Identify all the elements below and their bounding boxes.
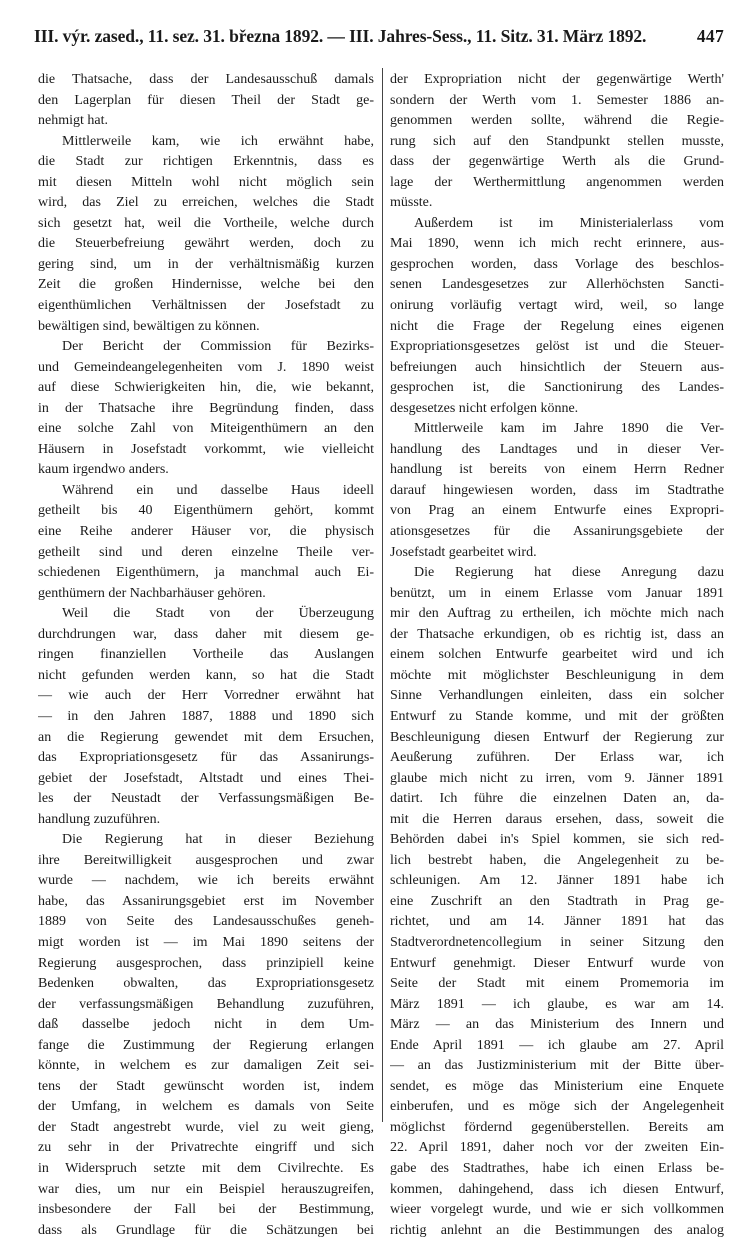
page-number: 447 bbox=[696, 26, 724, 46]
text-line: Entwurf zu Stande komme, und mit der größten bbox=[390, 708, 724, 724]
text-line: mit diesen Mitteln wohl nicht möglich sein bbox=[38, 174, 374, 190]
text-line: senen Landesgesetzes zur Allerhöchsten Sancti- bbox=[390, 277, 724, 293]
text-line: Ende April 1891 — ich glaube am 27. April bbox=[390, 1037, 724, 1053]
text-line: Zeit die großen Hindernisse, welche bei den bbox=[38, 277, 374, 293]
text-line: 22. April 1891, daher noch vor der zweiten Ein- bbox=[390, 1140, 724, 1156]
text-line: möchte mit möglichster Beschleunigung in dem bbox=[390, 667, 724, 683]
text-line: onirung vorläufig vertagt wird, weil, so lange bbox=[390, 298, 724, 314]
text-line: genommen werden sollte, während die Regie- bbox=[390, 113, 724, 129]
text-line: durchdrungen war, dass daher mit diesem ge- bbox=[38, 626, 374, 642]
text-line: Die Regierung hat in dieser Beziehung bbox=[62, 832, 374, 848]
text-line: einberufen, und es möge sich der Angelegenheit bbox=[390, 1099, 724, 1115]
text-line: — in den Jahren 1887, 1888 und 1890 sich bbox=[38, 708, 374, 724]
text-line: dass als Grundlage für die Schätzungen bei bbox=[38, 1222, 374, 1238]
text-line: ationsgesetzes für die Assanirungsgebiete der bbox=[390, 524, 724, 540]
text-line: der Expropriation nicht der gegenwärtige Werth' bbox=[390, 72, 724, 87]
text-line: eine solche Zahl von Miteigenthümern an den bbox=[38, 421, 374, 437]
text-line: wieer vorgelegt wurde, und wie er sich vollkommen bbox=[390, 1202, 724, 1218]
text-line: mit die Herren daraus ersehen, dass, soweit die bbox=[390, 811, 724, 827]
text-line: gebiet der Josefstadt, Altstadt und eines Thei- bbox=[38, 770, 374, 786]
text-line: mir den Auftrag zu ertheilen, ich möchte mich nach bbox=[390, 606, 724, 622]
text-line: benützt, um in einem Erlasse vom Januar 1891 bbox=[390, 585, 724, 601]
text-line: Expropriationsgesetzes gelöst ist und die Steuer- bbox=[390, 339, 724, 355]
text-line: Sinne Verhandlungen einleiten, dass ein solcher bbox=[390, 688, 724, 704]
text-line: Außerdem ist im Ministerialerlass vom bbox=[414, 215, 724, 231]
text-line: kommen, dahingehend, dass ich diesen Entwurf, bbox=[390, 1181, 724, 1197]
text-line: ringen finanziellen Vortheile das Auslangen bbox=[38, 647, 374, 663]
text-line: auf diese Schwierigkeiten hin, die, wie bekannt, bbox=[38, 380, 374, 396]
text-line: wurde — nachdem, wie ich bereits erwähnt bbox=[38, 873, 374, 889]
text-line: und Gemeindeangelegenheiten vom J. 1890 weist bbox=[38, 359, 374, 375]
text-line: befreiungen auch hinsichtlich der Steuern aus- bbox=[390, 359, 724, 375]
text-line: ihre Bereitwilligkeit ausgesprochen und zwar bbox=[38, 852, 374, 868]
text-line: bewältigen sind, bewältigen zu können. bbox=[38, 318, 260, 334]
text-line: datirt. Ich führe die einzelnen Daten an, da- bbox=[390, 791, 724, 807]
text-line: eine Zuschrift an den Stadtrath in Prag ge- bbox=[390, 893, 724, 909]
text-line: handlung des Landtages und in dieser Ver- bbox=[390, 441, 724, 457]
text-line: Mittlerweile kam im Jahre 1890 die Ver- bbox=[414, 421, 724, 437]
text-line: Behörden dabei in's Spiel kommen, sie sich red- bbox=[390, 832, 724, 848]
text-line: handlung ist bereits von einem Herrn Redner bbox=[390, 462, 724, 478]
text-line: getheilt bis 40 Eigenthümern gehört, kommt bbox=[38, 503, 374, 519]
running-header-title: III. výr. zased., 11. sez. 31. března 1892. — III. Jahres-Sess., 11. Sitz. 31. März 1892. bbox=[34, 26, 647, 46]
text-line: das Expropriationsgesetz für das Assanirungs- bbox=[38, 750, 374, 766]
text-line: die Stadt zur richtigen Erkenntnis, dass es bbox=[38, 154, 374, 170]
text-line: gabe des Stadtrathes, habe ich einen Erlass be- bbox=[390, 1160, 724, 1176]
text-line: müsste. bbox=[390, 195, 433, 211]
text-line: möglichst fördernd gegenüberstellen. Bereits am bbox=[390, 1119, 724, 1135]
text-line: Aeußerung zuführen. Der Erlass war, ich bbox=[390, 750, 724, 766]
text-line: sondern der Werth vom 1. Semester 1886 an- bbox=[390, 92, 724, 108]
text-line: der Stadt angestrebt wurde, viel zu weit gieng, bbox=[38, 1119, 374, 1135]
text-line: Bedenken obwalten, das Expropriationsgesetz bbox=[38, 976, 374, 992]
text-line: Während ein und dasselbe Haus ideell bbox=[62, 482, 374, 498]
text-line: eine Reihe anderer Häuser vor, die physisch bbox=[38, 524, 374, 540]
right-text-column bbox=[390, 70, 724, 1241]
text-line: in der Thatsache ihre Begründung finden, dass bbox=[38, 400, 374, 416]
text-line: von Prag an einem Entwurfe eines Expropri- bbox=[390, 503, 724, 519]
text-line: Josefstadt gearbeitet wird. bbox=[390, 544, 537, 560]
text-line: schiedenen Eigenthümern, ja manchmal auch Ei- bbox=[38, 565, 374, 581]
text-line: — an das Justizministerium mit der Bitte über- bbox=[390, 1058, 724, 1074]
text-line: tens der Stadt gewünscht worden ist, indem bbox=[38, 1078, 374, 1094]
page-header bbox=[34, 26, 724, 52]
text-line: glaube mich nicht zu irren, vom 9. Jänner 1891 bbox=[390, 770, 724, 786]
text-line: in Widerspruch setzte mit dem Civilrechte. Es bbox=[38, 1160, 374, 1176]
text-line: die Steuerbefreiung gewährt werden, doch zu bbox=[38, 236, 374, 252]
text-line: Entwurf genehmigt. Dieser Entwurf wurde von bbox=[390, 955, 724, 971]
text-line: kaum irgendwo anders. bbox=[38, 462, 169, 478]
text-line: eigenthümlichen Verhältnissen der Josefstadt zu bbox=[38, 298, 374, 314]
text-line: Weil die Stadt von der Überzeugung bbox=[62, 606, 374, 622]
text-line: lich bestrebt haben, die Angelegenheit zu be- bbox=[390, 852, 724, 868]
text-line: dass der gegenwärtige Werth als die Grund- bbox=[390, 154, 724, 170]
text-line: wird, das Ziel zu erreichen, welches die Stadt bbox=[38, 195, 374, 211]
text-line: 1889 von Seite des Landesausschußes geneh- bbox=[38, 914, 374, 930]
text-line: rung sich auf den Standpunkt stellen musste, bbox=[390, 133, 724, 149]
text-line: nicht die Frage der Regelung eines eigenen bbox=[390, 318, 724, 334]
text-line: genthümern der Nachbarhäuser gehören. bbox=[38, 585, 266, 601]
text-line: gesprochen worden, dass Vorlage des beschlos- bbox=[390, 256, 724, 272]
text-line: habe, das Assanirungsgebiet erst im November bbox=[38, 893, 374, 909]
text-line: der verfassungsmäßigen Behandlung zuzuführen, bbox=[38, 996, 374, 1012]
text-line: handlung zuzuführen. bbox=[38, 811, 161, 827]
text-line: zu sehr in der Privatrechte eingriff und sich bbox=[38, 1140, 374, 1156]
text-line: sich gesetzt hat, weil die Vortheile, welche durch bbox=[38, 215, 374, 231]
text-line: nehmigt hat. bbox=[38, 113, 108, 129]
text-line: an die Regierung gewendet mit dem Ersuchen, bbox=[38, 729, 374, 745]
text-line: könnte, in welchem es zur damaligen Zeit sei- bbox=[38, 1058, 374, 1074]
text-line: insbesondere der Fall bei der Bestimmung, bbox=[38, 1202, 374, 1218]
text-line: war dies, um nur ein Beispiel herauszugreifen, bbox=[38, 1181, 374, 1197]
text-line: Häusern in Josefstadt vorkommt, wie vielleicht bbox=[38, 441, 374, 457]
text-line: Beschleunigung diesen Entwurf der Regierung zur bbox=[390, 729, 724, 745]
text-line: schleunigen. Am 12. Jänner 1891 habe ich bbox=[390, 873, 724, 889]
text-line: Mai 1890, wenn ich mich recht erinnere, aus- bbox=[390, 236, 724, 252]
text-line: nicht gefunden werden kann, so hat die Stadt bbox=[38, 667, 374, 683]
text-line: gesprochen ist, die Sanctionirung des Landes- bbox=[390, 380, 724, 396]
left-text-column bbox=[38, 70, 374, 1241]
text-line: richtig anlehnt an die Bestimmungen des analog bbox=[390, 1222, 724, 1238]
text-line: den Lagerplan für diesen Theil der Stadt ge- bbox=[38, 92, 374, 108]
text-line: der Umfang, in welchem es damals von Seite bbox=[38, 1099, 374, 1115]
text-line: einem solchen Entwurfe gearbeitet wird und ich bbox=[390, 647, 724, 663]
text-line: darauf hingewiesen worden, dass im Stadtrathe bbox=[390, 482, 724, 498]
text-line: Seite der Stadt mit einem Promemoria im bbox=[390, 976, 724, 992]
text-line: Die Regierung hat diese Anregung dazu bbox=[414, 565, 724, 581]
text-line: gering sind, um in der verhältnismäßig kurzen bbox=[38, 256, 374, 272]
text-line: getheilt sind und deren einzelne Theile ver- bbox=[38, 544, 374, 560]
text-line: les der Neustadt der Verfassungsmäßigen Be- bbox=[38, 791, 374, 807]
text-line: daß dasselbe jedoch nicht in dem Um- bbox=[38, 1017, 374, 1033]
text-line: Der Bericht der Commission für Bezirks- bbox=[62, 339, 374, 355]
text-line: — wie auch der Herr Vorredner erwähnt hat bbox=[38, 688, 374, 704]
text-line: Stadtverordnetencollegium in seiner Sitzung den bbox=[390, 934, 724, 950]
column-divider bbox=[382, 68, 383, 1122]
text-line: die Thatsache, dass der Landesausschuß damals bbox=[38, 72, 374, 87]
text-line: Mittlerweile kam, wie ich erwähnt habe, bbox=[62, 133, 374, 149]
text-line: migt worden ist — im Mai 1890 seitens der bbox=[38, 934, 374, 950]
text-line: desgesetzes nicht erfolgen könne. bbox=[390, 400, 579, 416]
text-line: lage der Werthermittlung angenommen werden bbox=[390, 174, 724, 190]
text-line: März — an das Ministerium des Innern und bbox=[390, 1017, 724, 1033]
text-line: richtet, und am 14. Jänner 1891 hat das bbox=[390, 914, 724, 930]
text-line: sendet, es möge das Ministerium eine Enquete bbox=[390, 1078, 724, 1094]
text-line: März 1891 — ich glaube, es war am 14. bbox=[390, 996, 724, 1012]
text-line: der Thatsache erkundigen, ob es richtig ist, dass an bbox=[390, 626, 724, 642]
text-line: fange die Zustimmung der Regierung erlangen bbox=[38, 1037, 374, 1053]
text-line: Regierung ausgesprochen, dass prinzipiell keine bbox=[38, 955, 374, 971]
